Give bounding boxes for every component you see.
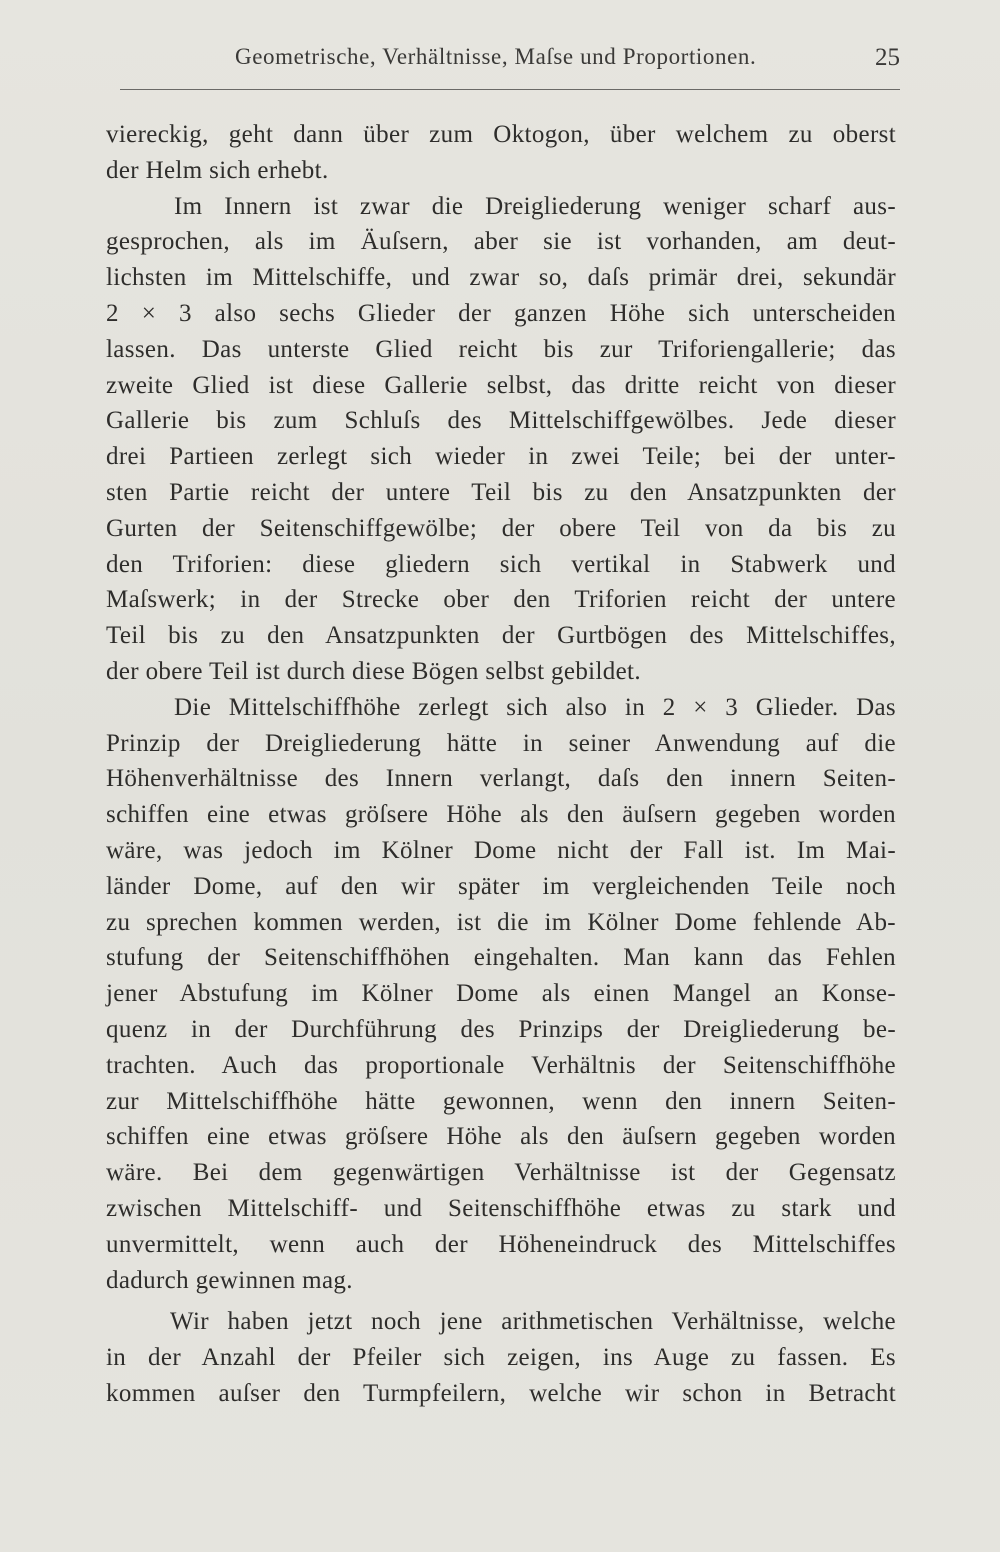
- text-line: schiffen eine etwas gröſsere Höhe als den äuſsern gegeben worden: [106, 801, 896, 829]
- text-line: 2 × 3 also sechs Glieder der ganzen Höhe sich unterscheiden: [106, 299, 896, 327]
- text-line: trachten. Auch das proportionale Verhältnis der Seitenschiffhöhe: [106, 1051, 896, 1079]
- text-line: zu sprechen kommen werden, ist die im Kölner Dome fehlende Ab-: [106, 908, 896, 936]
- text-line: quenz in der Durchführung des Prinzips der Dreigliederung be-: [106, 1015, 896, 1043]
- paragraph-first-line: Die Mittelschiffhöhe zerlegt sich also in 2 × 3 Glieder. Das: [174, 693, 896, 721]
- text-line: jener Abstufung im Kölner Dome als einen Mangel an Konse-: [106, 980, 896, 1008]
- header-rule: [120, 89, 900, 90]
- text-line: gesprochen, als im Äuſsern, aber sie ist vorhanden, am deut-: [106, 228, 896, 256]
- text-line: Teil bis zu den Ansatzpunkten der Gurtbögen des Mittelschiffes,: [106, 622, 896, 650]
- text-line: zweite Glied ist diese Gallerie selbst, das dritte reicht von dieser: [106, 371, 896, 399]
- text-line: den Triforien: diese gliedern sich vertikal in Stabwerk und: [106, 550, 896, 578]
- text-line: Gurten der Seitenschiffgewölbe; der obere Teil von da bis zu: [106, 514, 896, 542]
- text-line: lassen. Das unterste Glied reicht bis zur Triforiengallerie; das: [106, 335, 896, 363]
- text-line: in der Anzahl der Pfeiler sich zeigen, ins Auge zu fassen. Es: [106, 1344, 896, 1372]
- running-head-title: Geometrische, Verhältnisse, Maſse und Proportionen.: [235, 44, 757, 69]
- text-line: unvermittelt, wenn auch der Höheneindruck des Mittelschiffes: [106, 1230, 896, 1258]
- text-line: der Helm sich erhebt.: [106, 156, 329, 184]
- text-line: drei Partieen zerlegt sich wieder in zwei Teile; bei der unter-: [106, 443, 896, 471]
- text-line: wäre. Bei dem gegenwärtigen Verhältnisse ist der Gegensatz: [106, 1159, 896, 1187]
- text-line: kommen auſser den Turmpfeilern, welche wir schon in Betracht: [106, 1379, 896, 1407]
- text-line: länder Dome, auf den wir später im vergleichenden Teile noch: [106, 872, 896, 900]
- paragraph-first-line: Wir haben jetzt noch jene arithmetischen Verhältnisse, welche: [170, 1308, 896, 1336]
- running-head: [100, 44, 900, 80]
- text-line: lichsten im Mittelschiffe, und zwar so, daſs primär drei, sekundär: [106, 264, 896, 292]
- text-line: der obere Teil ist durch diese Bögen selbst gebildet.: [106, 657, 641, 685]
- text-line: dadurch gewinnen mag.: [106, 1266, 353, 1294]
- text-line: zur Mittelschiffhöhe hätte gewonnen, wenn den innern Seiten-: [106, 1087, 896, 1115]
- text-line: schiffen eine etwas gröſsere Höhe als den äuſsern gegeben worden: [106, 1123, 896, 1151]
- text-line: zwischen Mittelschiff- und Seitenschiffhöhe etwas zu stark und: [106, 1194, 896, 1222]
- text-line: stufung der Seitenschiffhöhen eingehalten. Man kann das Fehlen: [106, 944, 896, 972]
- paragraph-first-line: Im Innern ist zwar die Dreigliederung weniger scharf aus-: [174, 192, 896, 220]
- text-line: Gallerie bis zum Schluſs des Mittelschiffgewölbes. Jede dieser: [106, 407, 896, 435]
- page-number: 25: [875, 44, 900, 71]
- text-line: Prinzip der Dreigliederung hätte in seiner Anwendung auf die: [106, 729, 896, 757]
- text-line: wäre, was jedoch im Kölner Dome nicht der Fall ist. Im Mai-: [106, 836, 896, 864]
- text-line: Höhenverhältnisse des Innern verlangt, daſs den innern Seiten-: [106, 765, 896, 793]
- text-line: viereckig, geht dann über zum Oktogon, über welchem zu oberst: [106, 121, 896, 148]
- body-text: [106, 117, 896, 1412]
- text-line: Maſswerk; in der Strecke ober den Triforien reicht der untere: [106, 586, 896, 614]
- text-line: sten Partie reicht der untere Teil bis zu den Ansatzpunkten der: [106, 478, 896, 506]
